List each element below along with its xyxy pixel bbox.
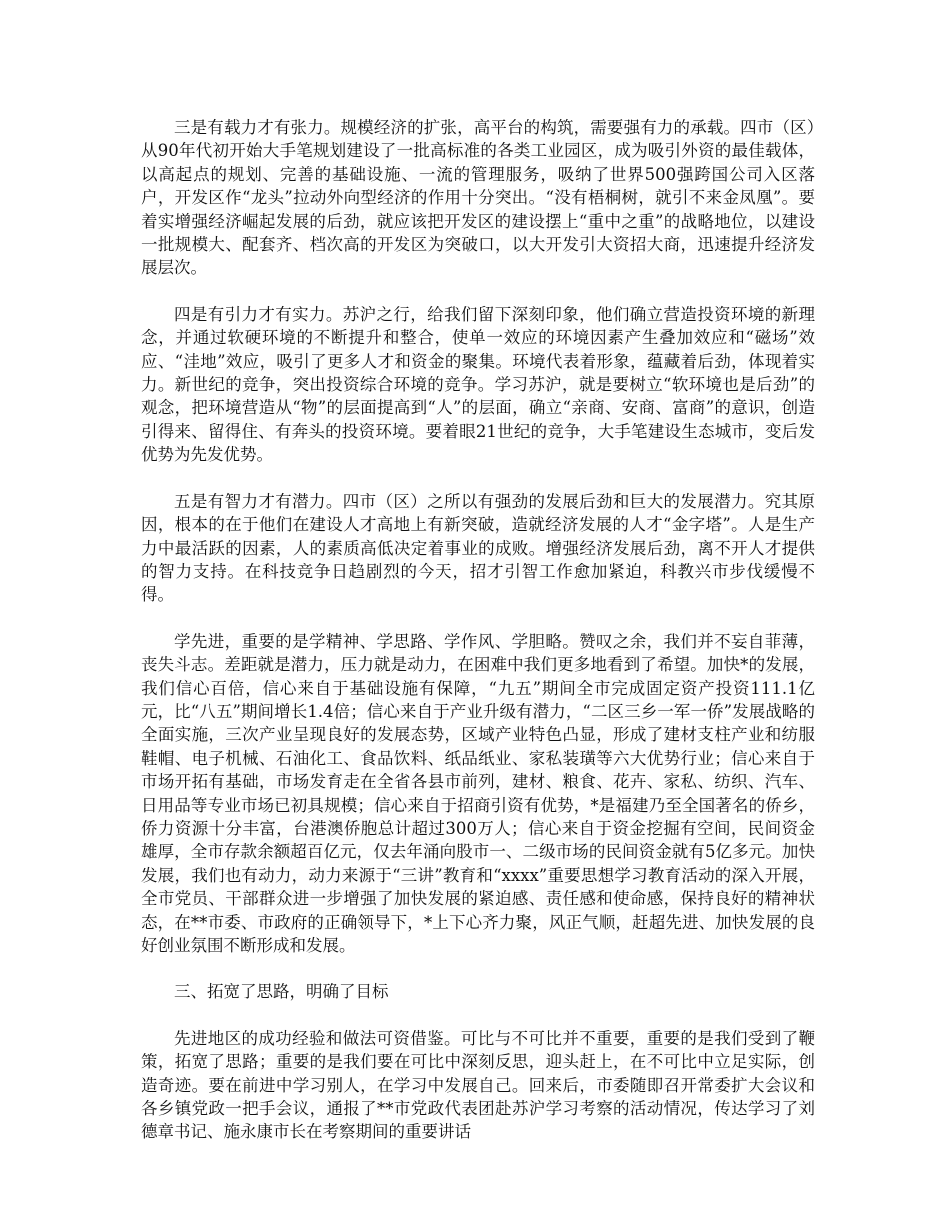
section-heading: 三、拓宽了思路，明确了目标 xyxy=(174,982,389,1002)
paragraph-learning-confidence: 学先进，重要的是学精神、学思路、学作风、学胆略。赞叹之余，我们并不妄自菲薄，丧失斗志。差距就是潜力，压力就是动力，在困难中我们更多地看到了希望。加快*的发展，我们信心百倍，信心来自于基础设施有保障，“九五”期间全市完成固定资产投资111.1亿元，比“八五”期间增长1.4倍；信心来自于产业升级有潜力，“二区三乡一军一侨”发展战略的全面实施，三次产业呈现良好的发展态势，区域产业特色凸显，形成了建材支柱产业和纺服鞋帽、电子机械、石油化工、食品饮料、纸品纸业、家私装璜等六大优势行业；信心来自于市场开拓有基础，市场发育走在全省各县市前列，建材、粮食、花卉、家私、纺织、汽车、日用品等专业市场已初具规模；信心来自于招商引资有优势，*是福建乃至全国著名的侨乡，侨力资源十分丰富，台港澳侨胞总计超过300万人；信心来自于资金挖掘有空间，民间资金雄厚，全市存款余额超百亿元，仅去年涌向股市一、二级市场的民间资金就有5亿多元。加快发展，我们也有动力，动力来源于“三讲”教育和“xxxx”重要思想学习教育活动的深入开展，全市党员、干部群众进一步增强了加快发展的紧迫感、责任感和使命感，保持良好的精神状态，在**市委、市政府的正确领导下，*上下心齐力聚，风正气顺，赶超先进、加快发展的良好创业氛围不断形成和发展。 xyxy=(141,631,815,955)
paragraph-talent-potential: 五是有智力才有潜力。四市（区）之所以有强劲的发展后劲和巨大的发展潜力。究其原因，根本的在于他们在建设人才高地上有新突破，造就经济发展的人才“金字塔”。人是生产力中最活跃的因素，人的素质高低决定着事业的成败。增强经济发展后劲，离不开人才提供的智力支持。在科技竞争日趋剧烈的今天，招才引智工作愈加紧迫，科教兴市步伐缓慢不得。 xyxy=(141,491,815,605)
document-page xyxy=(141,116,815,1167)
paragraph-infrastructure-carrier: 三是有载力才有张力。规模经济的扩张，高平台的构筑，需要强有力的承载。四市（区）从90年代初开始大手笔规划建设了一批高标准的各类工业园区，成为吸引外资的最佳载体，以高起点的规划、完善的基础设施、一流的管理服务，吸纳了世界500强跨国公司入区落户，开发区作“龙头”拉动外向型经济的作用十分突出。“没有梧桐树，就引不来金凤凰”。要着实增强经济崛起发展的后劲，就应该把开发区的建设摆上“重中之重”的战略地位，以建设一批规模大、配套齐、档次高的开发区为突破口，以大开发引大资招大商，迅速提升经济发展层次。 xyxy=(141,118,815,278)
paragraph-experience-reference: 先进地区的成功经验和做法可资借鉴。可比与不可比并不重要，重要的是我们受到了鞭策，拓宽了思路；重要的是我们要在可比中深刻反思，迎头赶上，在不可比中立足实际，创造奇迹。要在前进中学习别人，在学习中发展自己。回来后，市委随即召开常委扩大会议和各乡镇党政一把手会议，通报了**市党政代表团赴苏沪学习考察的活动情况，传达学习了刘德章书记、施永康市长在考察期间的重要讲话 xyxy=(141,1028,815,1142)
paragraph-environment-attraction: 四是有引力才有实力。苏沪之行，给我们留下深刻印象，他们确立营造投资环境的新理念，并通过软硬环境的不断提升和整合，使单一效应的环境因素产生叠加效应和“磁场”效应、“洼地”效应，吸引了更多人才和资金的聚集。环境代表着形象，蕴藏着后劲，体现着实力。新世纪的竞争，突出投资综合环境的竞争。学习苏沪，就是要树立“软环境也是后劲”的观念，把环境营造从“物”的层面提高到“人”的层面，确立“亲商、安商、富商”的意识，创造引得来、留得住、有奔头的投资环境。要着眼21世纪的竞争，大手笔建设生态城市，变后发优势为先发优势。 xyxy=(141,304,815,465)
